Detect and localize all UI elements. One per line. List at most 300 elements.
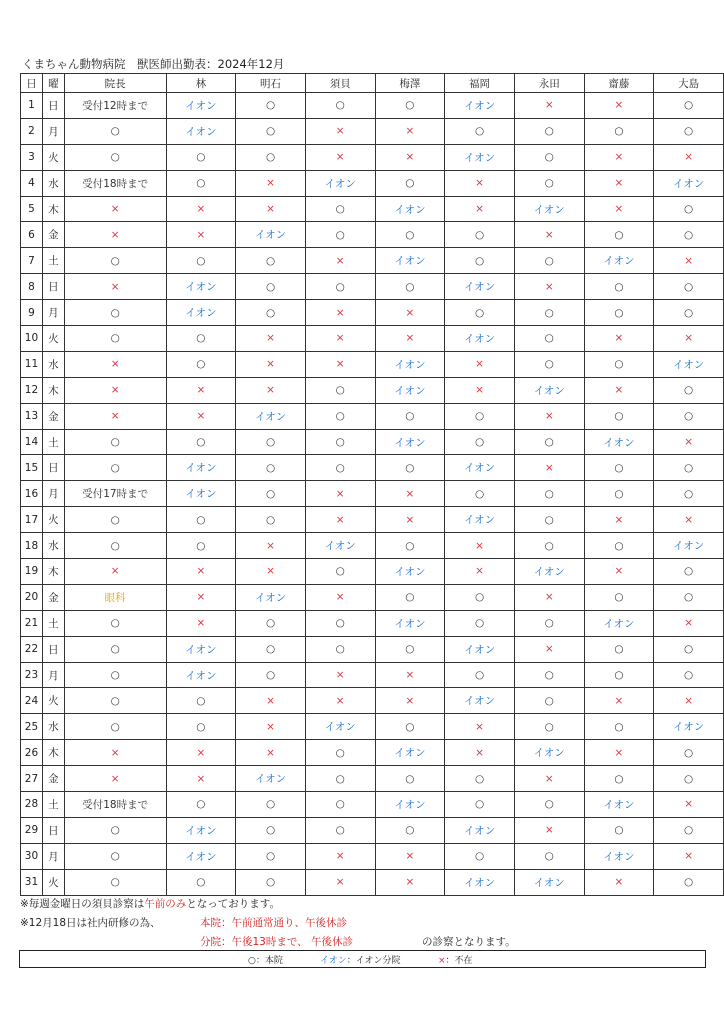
day-cell: 29	[21, 817, 43, 843]
present-mark: ○	[236, 817, 306, 843]
absent-mark: ×	[445, 351, 515, 377]
present-mark: ○	[584, 351, 654, 377]
aeon-branch-mark: イオン	[166, 843, 236, 869]
absent-mark: ×	[584, 507, 654, 533]
aeon-branch-mark: イオン	[514, 196, 584, 222]
present-mark: ○	[166, 533, 236, 559]
absent-mark: ×	[514, 93, 584, 119]
note-cell: 受付18時まで	[64, 170, 166, 196]
present-mark: ○	[654, 559, 724, 585]
present-mark: ○	[305, 222, 375, 248]
table-row	[21, 274, 724, 300]
present-mark: ○	[514, 507, 584, 533]
absent-mark: ×	[64, 222, 166, 248]
present-mark: ○	[236, 455, 306, 481]
weekday-cell: 月	[42, 662, 64, 688]
table-row	[21, 93, 724, 119]
weekday-cell: 月	[42, 481, 64, 507]
present-mark: ○	[445, 481, 515, 507]
absent-mark: ×	[375, 688, 445, 714]
absent-mark: ×	[64, 740, 166, 766]
weekday-cell: 木	[42, 559, 64, 585]
legend-ion-symbol: イオン	[320, 956, 347, 966]
absent-mark: ×	[64, 351, 166, 377]
absent-mark: ×	[654, 144, 724, 170]
present-mark: ○	[305, 610, 375, 636]
present-mark: ○	[166, 688, 236, 714]
aeon-branch-mark: イオン	[445, 93, 515, 119]
absent-mark: ×	[654, 326, 724, 352]
aeon-branch-mark: イオン	[514, 740, 584, 766]
present-mark: ○	[305, 429, 375, 455]
aeon-branch-mark: イオン	[445, 274, 515, 300]
absent-mark: ×	[375, 843, 445, 869]
absent-mark: ×	[375, 481, 445, 507]
weekday-cell: 木	[42, 196, 64, 222]
aeon-branch-mark: イオン	[375, 792, 445, 818]
column-header: 須貝	[305, 74, 375, 93]
note-cell: 受付17時まで	[64, 481, 166, 507]
column-header: 梅澤	[375, 74, 445, 93]
day-cell: 12	[21, 377, 43, 403]
aeon-branch-mark: イオン	[166, 817, 236, 843]
absent-mark: ×	[654, 248, 724, 274]
absent-mark: ×	[375, 507, 445, 533]
table-row	[21, 792, 724, 818]
present-mark: ○	[445, 792, 515, 818]
present-mark: ○	[305, 740, 375, 766]
aeon-branch-mark: イオン	[236, 222, 306, 248]
day-cell: 6	[21, 222, 43, 248]
present-mark: ○	[64, 636, 166, 662]
aeon-branch-mark: イオン	[166, 93, 236, 119]
present-mark: ○	[305, 817, 375, 843]
present-mark: ○	[64, 429, 166, 455]
aeon-branch-mark: イオン	[375, 610, 445, 636]
weekday-cell: 日	[42, 636, 64, 662]
note-line1-a: ※毎週金曜日の須貝診察は	[20, 898, 145, 910]
present-mark: ○	[654, 817, 724, 843]
aeon-branch-mark: イオン	[166, 662, 236, 688]
day-cell: 2	[21, 118, 43, 144]
aeon-branch-mark: イオン	[445, 869, 515, 895]
weekday-cell: 土	[42, 429, 64, 455]
aeon-branch-mark: イオン	[236, 403, 306, 429]
aeon-branch-mark: イオン	[654, 170, 724, 196]
present-mark: ○	[514, 300, 584, 326]
absent-mark: ×	[166, 196, 236, 222]
aeon-branch-mark: イオン	[166, 300, 236, 326]
absent-mark: ×	[445, 559, 515, 585]
aeon-branch-mark: イオン	[654, 533, 724, 559]
aeon-branch-mark: イオン	[166, 636, 236, 662]
legend	[19, 950, 706, 968]
aeon-branch-mark: イオン	[375, 248, 445, 274]
absent-mark: ×	[305, 144, 375, 170]
weekday-cell: 金	[42, 222, 64, 248]
day-cell: 25	[21, 714, 43, 740]
absent-mark: ×	[584, 170, 654, 196]
present-mark: ○	[584, 118, 654, 144]
absent-mark: ×	[305, 662, 375, 688]
day-cell: 28	[21, 792, 43, 818]
table-row	[21, 688, 724, 714]
weekday-cell: 日	[42, 817, 64, 843]
absent-mark: ×	[236, 170, 306, 196]
weekday-cell: 木	[42, 377, 64, 403]
aeon-branch-mark: イオン	[445, 636, 515, 662]
absent-mark: ×	[64, 196, 166, 222]
absent-mark: ×	[64, 559, 166, 585]
aeon-branch-mark: イオン	[584, 429, 654, 455]
aeon-branch-mark: イオン	[584, 792, 654, 818]
present-mark: ○	[654, 196, 724, 222]
aeon-branch-mark: イオン	[166, 455, 236, 481]
present-mark: ○	[514, 118, 584, 144]
present-mark: ○	[654, 93, 724, 119]
absent-mark: ×	[166, 584, 236, 610]
absent-mark: ×	[236, 714, 306, 740]
note-line3-a: 分院：午後13時まで、 午後休診	[200, 936, 353, 948]
weekday-cell: 木	[42, 740, 64, 766]
table-row	[21, 740, 724, 766]
present-mark: ○	[514, 248, 584, 274]
table-row	[21, 610, 724, 636]
present-mark: ○	[305, 792, 375, 818]
weekday-cell: 土	[42, 792, 64, 818]
absent-mark: ×	[236, 688, 306, 714]
present-mark: ○	[166, 792, 236, 818]
absent-mark: ×	[375, 662, 445, 688]
present-mark: ○	[584, 636, 654, 662]
day-cell: 5	[21, 196, 43, 222]
absent-mark: ×	[166, 559, 236, 585]
present-mark: ○	[64, 869, 166, 895]
absent-mark: ×	[166, 377, 236, 403]
present-mark: ○	[445, 429, 515, 455]
absent-mark: ×	[375, 300, 445, 326]
table-row	[21, 481, 724, 507]
present-mark: ○	[236, 274, 306, 300]
absent-mark: ×	[445, 196, 515, 222]
present-mark: ○	[166, 326, 236, 352]
table-row	[21, 170, 724, 196]
weekday-cell: 金	[42, 766, 64, 792]
present-mark: ○	[236, 843, 306, 869]
present-mark: ○	[64, 326, 166, 352]
present-mark: ○	[654, 481, 724, 507]
page-title: くまちゃん動物病院 獣医師出勤表：2024年12月	[22, 57, 285, 71]
absent-mark: ×	[64, 274, 166, 300]
present-mark: ○	[64, 533, 166, 559]
absent-mark: ×	[514, 403, 584, 429]
aeon-branch-mark: イオン	[375, 740, 445, 766]
absent-mark: ×	[584, 740, 654, 766]
present-mark: ○	[375, 766, 445, 792]
present-mark: ○	[584, 222, 654, 248]
day-cell: 19	[21, 559, 43, 585]
present-mark: ○	[514, 533, 584, 559]
present-mark: ○	[64, 300, 166, 326]
absent-mark: ×	[375, 869, 445, 895]
day-cell: 15	[21, 455, 43, 481]
present-mark: ○	[305, 766, 375, 792]
absent-mark: ×	[654, 688, 724, 714]
absent-mark: ×	[584, 688, 654, 714]
absent-mark: ×	[445, 740, 515, 766]
present-mark: ○	[514, 170, 584, 196]
aeon-branch-mark: イオン	[584, 843, 654, 869]
present-mark: ○	[236, 300, 306, 326]
day-cell: 24	[21, 688, 43, 714]
aeon-branch-mark: イオン	[305, 714, 375, 740]
weekday-cell: 火	[42, 144, 64, 170]
absent-mark: ×	[236, 533, 306, 559]
absent-mark: ×	[584, 377, 654, 403]
absent-mark: ×	[305, 688, 375, 714]
present-mark: ○	[64, 507, 166, 533]
day-cell: 18	[21, 533, 43, 559]
present-mark: ○	[584, 662, 654, 688]
present-mark: ○	[654, 740, 724, 766]
table-row	[21, 248, 724, 274]
present-mark: ○	[375, 455, 445, 481]
absent-mark: ×	[584, 196, 654, 222]
present-mark: ○	[166, 248, 236, 274]
weekday-cell: 土	[42, 248, 64, 274]
weekday-cell: 月	[42, 300, 64, 326]
absent-mark: ×	[236, 351, 306, 377]
column-header: 曜	[42, 74, 64, 93]
column-header: 大島	[654, 74, 724, 93]
absent-mark: ×	[305, 300, 375, 326]
column-header: 齋藤	[584, 74, 654, 93]
present-mark: ○	[584, 714, 654, 740]
absent-mark: ×	[236, 196, 306, 222]
aeon-branch-mark: イオン	[584, 610, 654, 636]
present-mark: ○	[514, 688, 584, 714]
aeon-branch-mark: イオン	[445, 817, 515, 843]
aeon-branch-mark: イオン	[445, 144, 515, 170]
weekday-cell: 水	[42, 714, 64, 740]
weekday-cell: 金	[42, 584, 64, 610]
weekday-cell: 土	[42, 610, 64, 636]
table-row	[21, 662, 724, 688]
present-mark: ○	[64, 688, 166, 714]
present-mark: ○	[654, 274, 724, 300]
aeon-branch-mark: イオン	[375, 377, 445, 403]
absent-mark: ×	[514, 766, 584, 792]
present-mark: ○	[166, 351, 236, 377]
day-cell: 13	[21, 403, 43, 429]
day-cell: 26	[21, 740, 43, 766]
legend-ng	[438, 953, 473, 966]
table-row	[21, 455, 724, 481]
present-mark: ○	[305, 377, 375, 403]
absent-mark: ×	[375, 326, 445, 352]
absent-mark: ×	[305, 584, 375, 610]
note-line1-b: 午前のみ	[144, 898, 187, 910]
column-header: 永田	[514, 74, 584, 93]
present-mark: ○	[305, 274, 375, 300]
present-mark: ○	[584, 817, 654, 843]
present-mark: ○	[375, 714, 445, 740]
absent-mark: ×	[236, 740, 306, 766]
table-row	[21, 869, 724, 895]
present-mark: ○	[236, 144, 306, 170]
present-mark: ○	[64, 610, 166, 636]
present-mark: ○	[236, 636, 306, 662]
absent-mark: ×	[305, 481, 375, 507]
note-cell: 受付18時まで	[64, 792, 166, 818]
absent-mark: ×	[305, 326, 375, 352]
aeon-branch-mark: イオン	[166, 481, 236, 507]
day-cell: 1	[21, 93, 43, 119]
present-mark: ○	[445, 118, 515, 144]
day-cell: 22	[21, 636, 43, 662]
day-cell: 27	[21, 766, 43, 792]
absent-mark: ×	[236, 326, 306, 352]
weekday-cell: 水	[42, 170, 64, 196]
schedule-table	[20, 73, 724, 896]
present-mark: ○	[514, 144, 584, 170]
absent-mark: ×	[305, 248, 375, 274]
weekday-cell: 火	[42, 326, 64, 352]
day-cell: 23	[21, 662, 43, 688]
absent-mark: ×	[584, 559, 654, 585]
absent-mark: ×	[236, 377, 306, 403]
present-mark: ○	[654, 766, 724, 792]
weekday-cell: 水	[42, 533, 64, 559]
present-mark: ○	[654, 636, 724, 662]
present-mark: ○	[305, 196, 375, 222]
note-line1-c: となっております。	[186, 898, 280, 910]
table-row	[21, 429, 724, 455]
present-mark: ○	[375, 93, 445, 119]
present-mark: ○	[654, 455, 724, 481]
aeon-branch-mark: イオン	[375, 196, 445, 222]
table-row	[21, 300, 724, 326]
day-cell: 4	[21, 170, 43, 196]
present-mark: ○	[375, 584, 445, 610]
day-cell: 17	[21, 507, 43, 533]
present-mark: ○	[514, 481, 584, 507]
present-mark: ○	[445, 766, 515, 792]
present-mark: ○	[584, 584, 654, 610]
absent-mark: ×	[584, 93, 654, 119]
table-row	[21, 118, 724, 144]
absent-mark: ×	[236, 559, 306, 585]
absent-mark: ×	[445, 533, 515, 559]
present-mark: ○	[166, 429, 236, 455]
present-mark: ○	[584, 274, 654, 300]
present-mark: ○	[305, 455, 375, 481]
present-mark: ○	[584, 533, 654, 559]
present-mark: ○	[514, 662, 584, 688]
present-mark: ○	[654, 584, 724, 610]
present-mark: ○	[166, 869, 236, 895]
aeon-branch-mark: イオン	[445, 507, 515, 533]
absent-mark: ×	[305, 843, 375, 869]
present-mark: ○	[584, 481, 654, 507]
present-mark: ○	[305, 559, 375, 585]
present-mark: ○	[236, 481, 306, 507]
day-cell: 3	[21, 144, 43, 170]
absent-mark: ×	[305, 351, 375, 377]
aeon-branch-mark: イオン	[514, 869, 584, 895]
weekday-cell: 月	[42, 843, 64, 869]
aeon-branch-mark: イオン	[514, 377, 584, 403]
day-cell: 21	[21, 610, 43, 636]
present-mark: ○	[514, 843, 584, 869]
present-mark: ○	[236, 248, 306, 274]
day-cell: 14	[21, 429, 43, 455]
aeon-branch-mark: イオン	[445, 455, 515, 481]
present-mark: ○	[654, 403, 724, 429]
table-row	[21, 326, 724, 352]
weekday-cell: 水	[42, 351, 64, 377]
legend-ng-symbol: ×	[438, 956, 446, 966]
present-mark: ○	[64, 817, 166, 843]
present-mark: ○	[236, 93, 306, 119]
present-mark: ○	[514, 326, 584, 352]
absent-mark: ×	[654, 843, 724, 869]
present-mark: ○	[654, 300, 724, 326]
present-mark: ○	[445, 584, 515, 610]
present-mark: ○	[654, 377, 724, 403]
present-mark: ○	[236, 792, 306, 818]
day-cell: 20	[21, 584, 43, 610]
table-row	[21, 507, 724, 533]
table-row	[21, 196, 724, 222]
absent-mark: ×	[445, 377, 515, 403]
weekday-cell: 火	[42, 507, 64, 533]
present-mark: ○	[445, 248, 515, 274]
note-cell: 眼科	[64, 584, 166, 610]
present-mark: ○	[375, 817, 445, 843]
present-mark: ○	[514, 351, 584, 377]
aeon-branch-mark: イオン	[305, 533, 375, 559]
present-mark: ○	[514, 714, 584, 740]
present-mark: ○	[514, 610, 584, 636]
weekday-cell: 日	[42, 93, 64, 119]
absent-mark: ×	[514, 222, 584, 248]
present-mark: ○	[375, 533, 445, 559]
absent-mark: ×	[166, 740, 236, 766]
table-row	[21, 766, 724, 792]
absent-mark: ×	[305, 869, 375, 895]
absent-mark: ×	[375, 118, 445, 144]
present-mark: ○	[514, 429, 584, 455]
absent-mark: ×	[445, 170, 515, 196]
day-cell: 7	[21, 248, 43, 274]
day-cell: 10	[21, 326, 43, 352]
absent-mark: ×	[64, 377, 166, 403]
present-mark: ○	[166, 144, 236, 170]
present-mark: ○	[584, 300, 654, 326]
present-mark: ○	[305, 636, 375, 662]
weekday-cell: 月	[42, 118, 64, 144]
table-header-row	[21, 74, 724, 93]
present-mark: ○	[305, 403, 375, 429]
present-mark: ○	[445, 610, 515, 636]
present-mark: ○	[584, 403, 654, 429]
present-mark: ○	[654, 118, 724, 144]
absent-mark: ×	[166, 766, 236, 792]
aeon-branch-mark: イオン	[584, 248, 654, 274]
absent-mark: ×	[514, 584, 584, 610]
aeon-branch-mark: イオン	[305, 170, 375, 196]
